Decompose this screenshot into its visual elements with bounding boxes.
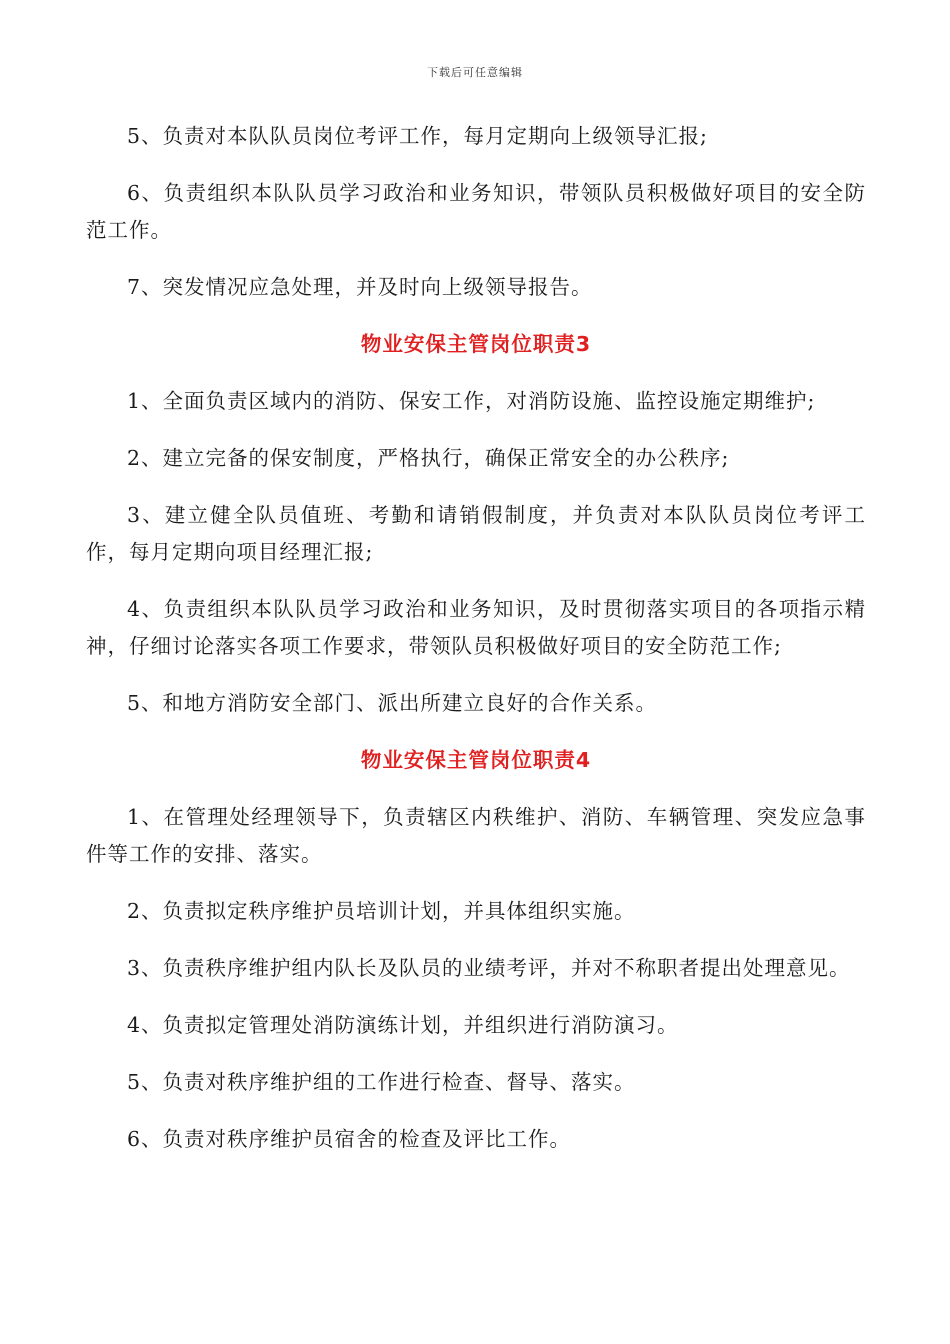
paragraph: 4、负责组织本队队员学习政治和业务知识，及时贯彻落实项目的各项指示精神，仔细讨论落实各项工作要求，带领队员积极做好项目的安全防范工作; [86,597,866,658]
paragraph: 5、和地方消防安全部门、派出所建立良好的合作关系。 [127,691,658,715]
paragraph: 2、负责拟定秩序维护员培训计划，并具体组织实施。 [127,899,636,923]
paragraph: 6、负责对秩序维护员宿舍的检查及评比工作。 [127,1127,572,1151]
header-note: 下载后可任意编辑 [427,66,523,79]
section-title: 物业安保主管岗位职责3 [360,332,592,356]
paragraph: 7、突发情况应急处理，并及时向上级领导报告。 [127,275,593,299]
paragraph: 5、负责对本队队员岗位考评工作，每月定期向上级领导汇报; [127,124,708,148]
paragraph: 2、建立完备的保安制度，严格执行，确保正常安全的办公秩序; [127,446,730,470]
paragraph: 6、负责组织本队队员学习政治和业务知识，带领队员积极做好项目的安全防范工作。 [86,181,866,242]
paragraph: 3、负责秩序维护组内队长及队员的业绩考评，并对不称职者提出处理意见。 [127,956,851,980]
paragraph: 3、建立健全队员值班、考勤和请销假制度，并负责对本队队员岗位考评工作，每月定期向项目经理汇报; [86,503,866,564]
paragraph: 4、负责拟定管理处消防演练计划，并组织进行消防演习。 [127,1013,679,1037]
paragraph: 5、负责对秩序维护组的工作进行检查、督导、落实。 [127,1070,636,1094]
paragraph: 1、在管理处经理领导下，负责辖区内秩维护、消防、车辆管理、突发应急事件等工作的安排、落实。 [86,805,866,866]
paragraph: 1、全面负责区域内的消防、保安工作，对消防设施、监控设施定期维护; [127,389,816,413]
section-title: 物业安保主管岗位职责4 [360,748,592,772]
document-body [86,118,866,1178]
